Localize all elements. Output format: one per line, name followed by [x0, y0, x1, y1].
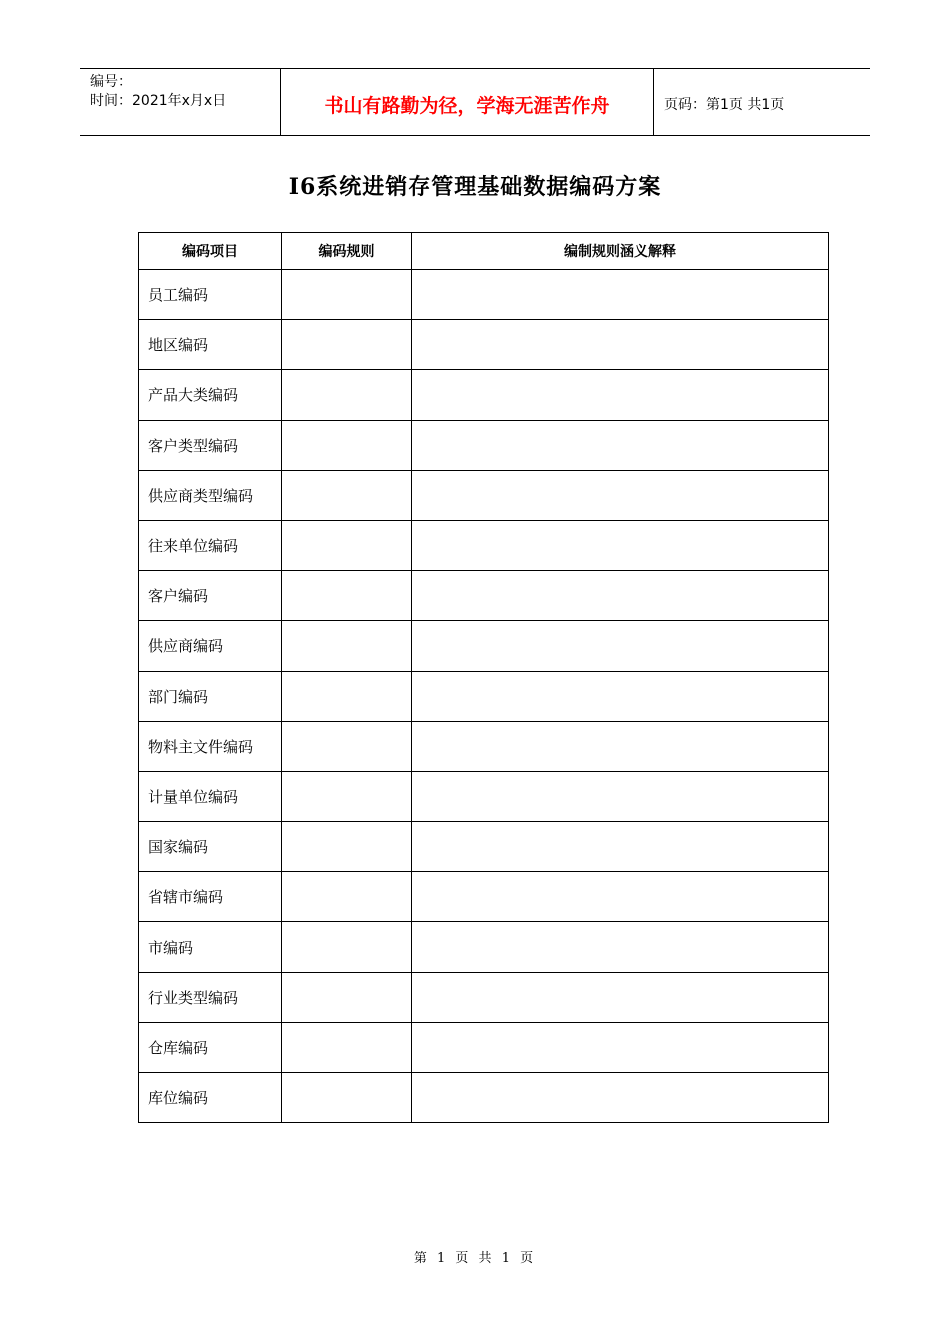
item-cell: 仓库编码: [139, 1022, 282, 1072]
rule-cell: [282, 972, 412, 1022]
table-row: [139, 470, 829, 520]
rule-cell: [282, 621, 412, 671]
table-row: [139, 621, 829, 671]
explanation-cell: [412, 671, 829, 721]
item-cell: 往来单位编码: [139, 520, 282, 570]
page-footer: 第 1 页 共 1 页: [413, 1251, 537, 1266]
column-header-rule: 编码规则: [282, 233, 412, 270]
explanation-cell: [412, 520, 829, 570]
table-row: [139, 1022, 829, 1072]
column-header-item: 编码项目: [139, 233, 282, 270]
table-row: [139, 771, 829, 821]
item-cell: 行业类型编码: [139, 972, 282, 1022]
item-cell: 国家编码: [139, 822, 282, 872]
coding-scheme-table: [138, 232, 829, 1123]
explanation-cell: [412, 621, 829, 671]
explanation-cell: [412, 571, 829, 621]
explanation-cell: [412, 420, 829, 470]
header-page-info: 页码：第1页 共1页: [664, 97, 785, 113]
column-header-explanation: 编制规则涵义解释: [412, 233, 829, 270]
table-row: [139, 822, 829, 872]
explanation-cell: [412, 721, 829, 771]
explanation-cell: [412, 872, 829, 922]
explanation-cell: [412, 972, 829, 1022]
rule-cell: [282, 721, 412, 771]
table-row: [139, 520, 829, 570]
rule-cell: [282, 470, 412, 520]
item-cell: 客户编码: [139, 571, 282, 621]
table-row: [139, 571, 829, 621]
table-row: [139, 1073, 829, 1123]
item-cell: 地区编码: [139, 320, 282, 370]
table-row: [139, 420, 829, 470]
number-label: 编号：: [90, 74, 132, 90]
header-meta: [80, 69, 281, 135]
rule-cell: [282, 420, 412, 470]
item-cell: 供应商类型编码: [139, 470, 282, 520]
rule-cell: [282, 1022, 412, 1072]
item-cell: 产品大类编码: [139, 370, 282, 420]
rule-cell: [282, 370, 412, 420]
rule-cell: [282, 872, 412, 922]
explanation-cell: [412, 922, 829, 972]
rule-cell: [282, 671, 412, 721]
explanation-cell: [412, 771, 829, 821]
item-cell: 库位编码: [139, 1073, 282, 1123]
item-cell: 计量单位编码: [139, 771, 282, 821]
explanation-cell: [412, 370, 829, 420]
table-header-row: [139, 233, 829, 270]
explanation-cell: [412, 470, 829, 520]
rule-cell: [282, 822, 412, 872]
rule-cell: [282, 1073, 412, 1123]
rule-cell: [282, 320, 412, 370]
time-label: 时间：2021年x月x日: [90, 93, 227, 109]
rule-cell: [282, 270, 412, 320]
explanation-cell: [412, 822, 829, 872]
document-title: I6系统进销存管理基础数据编码方案: [288, 174, 662, 200]
table-row: [139, 721, 829, 771]
item-cell: 市编码: [139, 922, 282, 972]
rule-cell: [282, 771, 412, 821]
explanation-cell: [412, 1073, 829, 1123]
explanation-cell: [412, 320, 829, 370]
item-cell: 供应商编码: [139, 621, 282, 671]
item-cell: 省辖市编码: [139, 872, 282, 922]
table-row: [139, 320, 829, 370]
explanation-cell: [412, 1022, 829, 1072]
rule-cell: [282, 520, 412, 570]
table-row: [139, 872, 829, 922]
item-cell: 部门编码: [139, 671, 282, 721]
table-row: [139, 671, 829, 721]
table-row: [139, 972, 829, 1022]
rule-cell: [282, 571, 412, 621]
table-row: [139, 270, 829, 320]
document-header: [80, 68, 870, 136]
explanation-cell: [412, 270, 829, 320]
header-motto: 书山有路勤为径，学海无涯苦作舟: [281, 69, 654, 135]
table-row: [139, 370, 829, 420]
item-cell: 物料主文件编码: [139, 721, 282, 771]
item-cell: 员工编码: [139, 270, 282, 320]
item-cell: 客户类型编码: [139, 420, 282, 470]
rule-cell: [282, 922, 412, 972]
table-row: [139, 922, 829, 972]
